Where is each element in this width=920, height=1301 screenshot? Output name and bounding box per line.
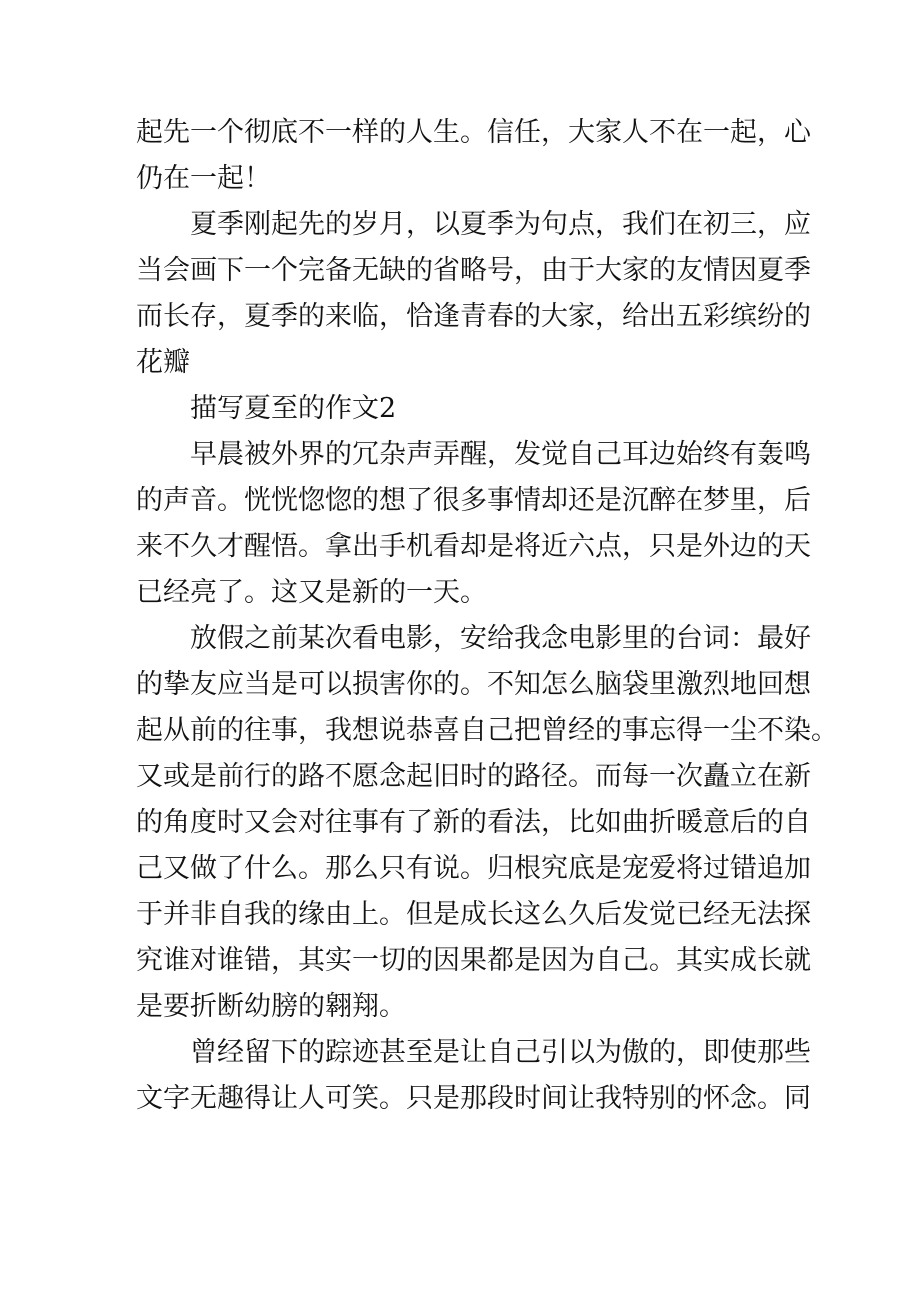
paragraph-1 <box>136 110 811 202</box>
text-line: 已经亮了。这又是新的一天。 <box>136 577 487 608</box>
text-line: 夏季刚起先的岁月，以夏季为句点，我们在初三，应 <box>190 209 811 240</box>
paragraph-5 <box>136 1030 811 1122</box>
text-line: 文字无趣得让人可笑。只是那段时间让我特别的怀念。同 <box>136 1083 811 1114</box>
text-line: 于并非自我的缘由上。但是成长这么久后发觉已经无法探 <box>136 899 811 930</box>
text-line: 起先一个彻底不一样的人生。信任，大家人不在一起，心 <box>136 117 811 148</box>
text-line: 的声音。恍恍惚惚的想了很多事情却还是沉醉在梦里，后 <box>136 485 811 516</box>
section-heading <box>136 386 796 432</box>
text-line: 究谁对谁错，其实一切的因果都是因为自己。其实成长就 <box>136 945 811 976</box>
text-line: 而长存，夏季的来临，恰逢青春的大家，给出五彩缤纷的 <box>136 301 811 332</box>
text-line: 是要折断幼膀的翱翔。 <box>136 991 406 1022</box>
text-line: 己又做了什么。那么只有说。归根究底是宠爱将过错追加 <box>136 853 811 884</box>
text-line: 的角度时又会对往事有了新的看法，比如曲折暖意后的自 <box>136 807 811 838</box>
paragraph-2 <box>136 202 811 386</box>
document-body <box>136 110 838 1122</box>
text-line: 曾经留下的踪迹甚至是让自己引以为傲的，即使那些 <box>190 1037 811 1068</box>
text-line: 起从前的往事，我想说恭喜自己把曾经的事忘得一尘不染。 <box>136 715 838 746</box>
text-line: 的挚友应当是可以损害你的。不知怎么脑袋里激烈地回想 <box>136 669 811 700</box>
text-line: 花瓣 <box>136 347 190 378</box>
text-line: 又或是前行的路不愿念起旧时的路径。而每一次矗立在新 <box>136 761 811 792</box>
text-line: 早晨被外界的冗杂声弄醒，发觉自己耳边始终有轰鸣 <box>190 439 811 470</box>
text-line: 放假之前某次看电影，安给我念电影里的台词：最好 <box>190 623 811 654</box>
text-line: 仍在一起！ <box>136 163 271 194</box>
heading-text: 描写夏至的作文2 <box>190 393 397 424</box>
paragraph-4 <box>136 616 838 1030</box>
text-line: 来不久才醒悟。拿出手机看却是将近六点，只是外边的天 <box>136 531 811 562</box>
text-line: 当会画下一个完备无缺的省略号，由于大家的友情因夏季 <box>136 255 811 286</box>
paragraph-3 <box>136 432 811 616</box>
